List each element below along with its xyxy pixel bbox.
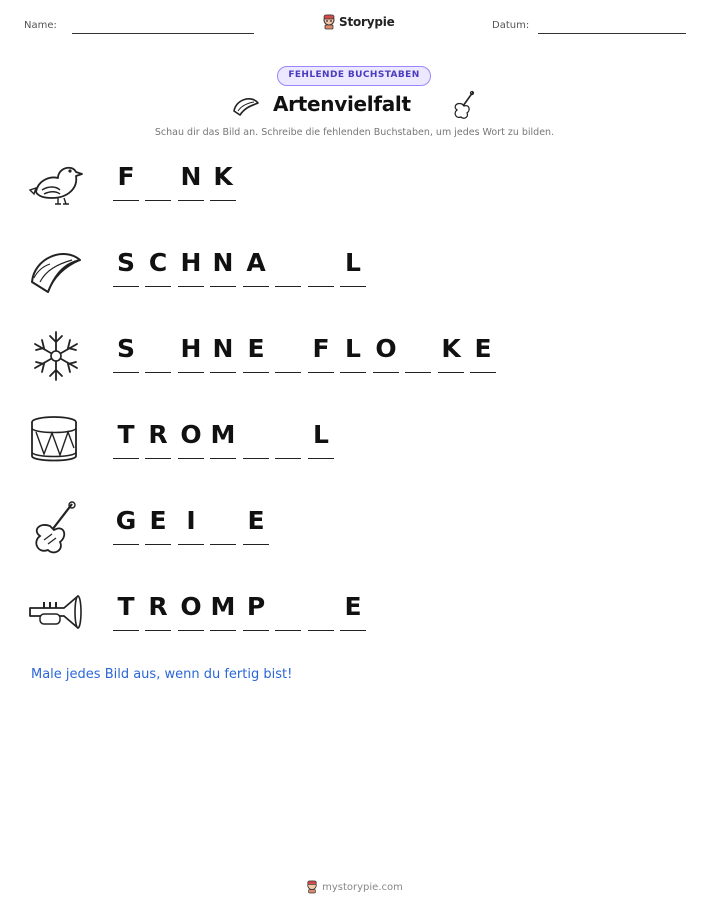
slot-underline [145, 630, 171, 631]
slot-underline [178, 372, 204, 373]
snowflake-icon [28, 328, 84, 384]
slot-underline [243, 544, 269, 545]
letter-slot[interactable] [113, 586, 139, 632]
storypie-logo-icon [322, 14, 336, 30]
violin-icon [28, 500, 84, 556]
slot-underline [210, 544, 236, 545]
slot-underline [145, 544, 171, 545]
letter-slot[interactable] [113, 414, 139, 460]
letter-slot[interactable] [178, 500, 204, 546]
letter-slot[interactable] [145, 328, 171, 374]
letter-slot[interactable] [308, 414, 334, 460]
slot-underline [438, 372, 464, 373]
violin-icon [450, 90, 478, 122]
slot-underline [210, 372, 236, 373]
slot-underline [470, 372, 496, 373]
slot-letter: M [210, 420, 236, 449]
slot-letter: N [212, 334, 234, 363]
title-row [0, 90, 709, 124]
name-label: Name: [24, 20, 57, 31]
slot-underline [113, 286, 139, 287]
slot-letter: R [148, 592, 168, 621]
drum-icon [28, 414, 84, 470]
letter-slot[interactable] [340, 328, 366, 374]
slot-letter: F [312, 334, 330, 363]
trumpet-icon [28, 586, 84, 642]
page-title: Artenvielfalt [273, 92, 411, 116]
toucan-beak-icon [28, 242, 84, 298]
slot-underline [210, 458, 236, 459]
slot-underline [340, 372, 366, 373]
slot-letter: M [210, 592, 236, 621]
letter-slot[interactable] [210, 586, 236, 632]
letter-slot[interactable] [210, 328, 236, 374]
slot-underline [210, 200, 236, 201]
slot-letter: P [246, 592, 266, 621]
slot-underline [210, 286, 236, 287]
letter-slot[interactable] [243, 328, 269, 374]
letter-slot[interactable] [178, 156, 204, 202]
slot-underline [178, 200, 204, 201]
slot-letter: E [247, 506, 265, 535]
slot-letter: H [180, 248, 202, 277]
letter-slot[interactable] [243, 414, 269, 460]
slot-letter: S [116, 248, 135, 277]
slot-underline [178, 286, 204, 287]
letter-slot[interactable] [145, 242, 171, 288]
word-row [0, 586, 709, 656]
slot-letter: L [345, 334, 361, 363]
slot-letter: E [474, 334, 492, 363]
letter-slot[interactable] [178, 328, 204, 374]
slot-letter: O [180, 592, 202, 621]
slot-letter: N [180, 162, 202, 191]
slot-underline [308, 286, 334, 287]
slot-underline [275, 286, 301, 287]
letter-slot[interactable] [308, 242, 334, 288]
slot-underline [145, 200, 171, 201]
slot-underline [113, 372, 139, 373]
coloring-note: Male jedes Bild aus, wenn du fertig bist! [31, 667, 293, 682]
slot-letter: A [246, 248, 266, 277]
letter-slot[interactable] [243, 500, 269, 546]
letter-slot[interactable] [145, 414, 171, 460]
slot-underline [243, 372, 269, 373]
slot-letter: E [149, 506, 167, 535]
slot-letter: N [212, 248, 234, 277]
letter-slot[interactable] [308, 328, 334, 374]
letter-slot[interactable] [113, 242, 139, 288]
letter-slot[interactable] [113, 156, 139, 202]
slot-underline [275, 458, 301, 459]
storypie-logo-icon [306, 880, 318, 894]
slot-underline [178, 630, 204, 631]
slot-letter: F [117, 162, 135, 191]
slot-letter: R [148, 420, 168, 449]
slot-underline [210, 630, 236, 631]
slot-letter: O [375, 334, 397, 363]
slot-letter: T [117, 420, 135, 449]
letter-slot[interactable] [243, 242, 269, 288]
brand-name: Storypie [339, 15, 395, 29]
letter-slot[interactable] [210, 414, 236, 460]
slot-underline [113, 630, 139, 631]
slot-underline [178, 458, 204, 459]
slot-underline [275, 630, 301, 631]
slot-letter: G [115, 506, 137, 535]
letter-slot[interactable] [373, 328, 399, 374]
letter-slot[interactable] [178, 586, 204, 632]
slot-letter: K [441, 334, 461, 363]
footer-url[interactable]: mystorypie.com [322, 881, 403, 893]
slot-underline [243, 630, 269, 631]
letter-slot[interactable] [145, 586, 171, 632]
letter-slot[interactable] [275, 414, 301, 460]
letter-slot[interactable] [210, 500, 236, 546]
slot-letter: K [213, 162, 233, 191]
slot-underline [243, 458, 269, 459]
letter-slot[interactable] [438, 328, 464, 374]
letter-slot[interactable] [210, 156, 236, 202]
slot-letter: I [186, 506, 196, 535]
footer [0, 880, 709, 894]
slot-underline [373, 372, 399, 373]
category-badge: FEHLENDE BUCHSTABEN [277, 66, 431, 86]
slot-underline [145, 458, 171, 459]
slot-underline [308, 458, 334, 459]
name-line[interactable] [72, 33, 254, 34]
word-row [0, 500, 709, 570]
word-row [0, 414, 709, 484]
slot-underline [405, 372, 431, 373]
slot-letter: H [180, 334, 202, 363]
letter-slot[interactable] [340, 242, 366, 288]
instructions: Schau dir das Bild an. Schreibe die fehlenden Buchstaben, um jedes Wort zu bilden. [154, 127, 555, 138]
letter-slot[interactable] [275, 242, 301, 288]
letter-slot[interactable] [275, 586, 301, 632]
slot-underline [243, 286, 269, 287]
toucan-beak-icon [230, 93, 262, 119]
letter-slot[interactable] [113, 500, 139, 546]
bird-icon [28, 156, 84, 212]
worksheet-header [0, 0, 709, 50]
letter-slot[interactable] [340, 586, 366, 632]
slot-letter: L [313, 420, 329, 449]
word-row [0, 242, 709, 312]
slot-underline [145, 372, 171, 373]
letter-slot[interactable] [243, 586, 269, 632]
slot-underline [275, 372, 301, 373]
slot-underline [340, 286, 366, 287]
letter-slot[interactable] [145, 156, 171, 202]
date-label: Datum: [492, 20, 530, 31]
slot-letter: S [116, 334, 135, 363]
slot-underline [308, 372, 334, 373]
letter-slot[interactable] [145, 500, 171, 546]
slot-underline [178, 544, 204, 545]
letter-slot[interactable] [210, 242, 236, 288]
word-row [0, 156, 709, 226]
slot-letter: E [344, 592, 362, 621]
slot-letter: C [148, 248, 168, 277]
letter-slot[interactable] [178, 242, 204, 288]
brand [322, 14, 395, 30]
slot-letter: L [345, 248, 361, 277]
slot-underline [113, 458, 139, 459]
slot-underline [340, 630, 366, 631]
letter-slot[interactable] [275, 328, 301, 374]
letter-slot[interactable] [178, 414, 204, 460]
slot-underline [145, 286, 171, 287]
slot-letter: T [117, 592, 135, 621]
slot-underline [113, 544, 139, 545]
letter-slot[interactable] [470, 328, 496, 374]
letter-slot[interactable] [405, 328, 431, 374]
word-row [0, 328, 709, 398]
slot-underline [113, 200, 139, 201]
slot-letter: O [180, 420, 202, 449]
date-line[interactable] [538, 33, 686, 34]
slot-underline [308, 630, 334, 631]
letter-slot[interactable] [113, 328, 139, 374]
slot-letter: E [247, 334, 265, 363]
letter-slot[interactable] [308, 586, 334, 632]
